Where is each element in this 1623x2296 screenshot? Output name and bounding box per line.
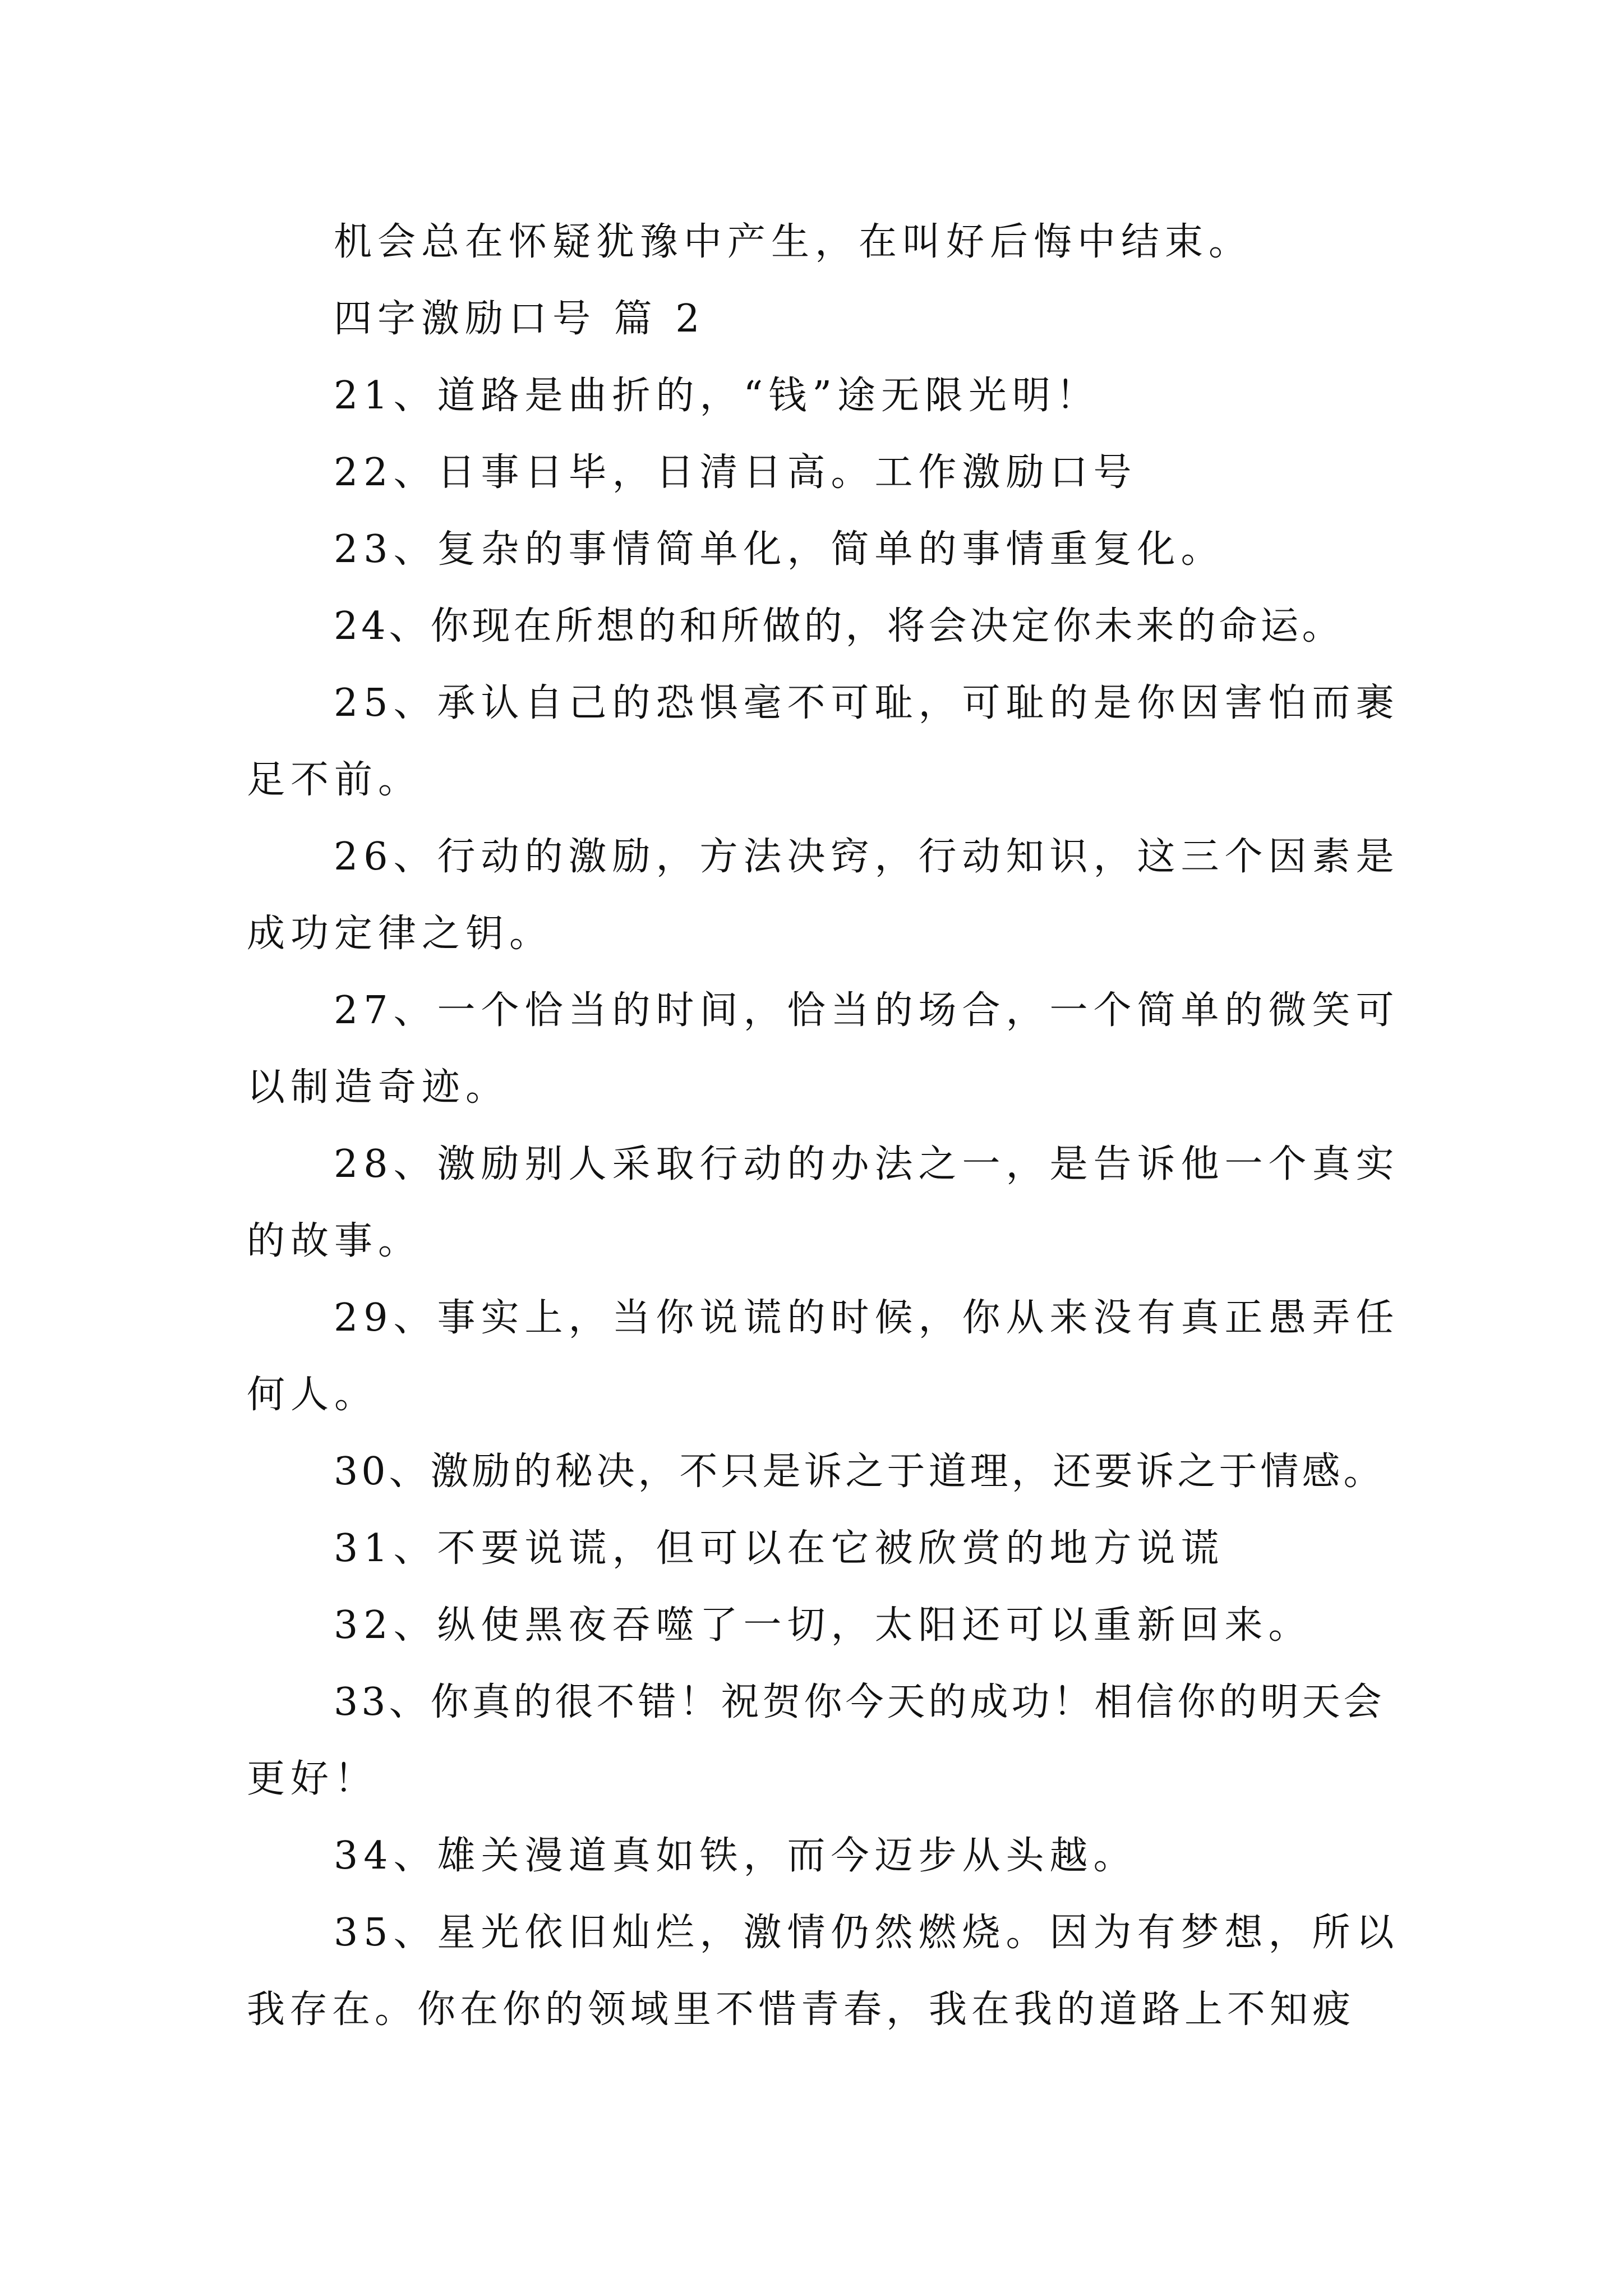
list-item: 21、道路是曲折的，“钱”途无限光明！ <box>334 374 1100 418</box>
list-item-continuation: 成功定律之钥。 <box>247 912 554 956</box>
list-item-continuation: 的故事。 <box>247 1219 422 1263</box>
list-item-continuation: 更好！ <box>247 1757 379 1801</box>
list-item: 23、复杂的事情简单化，简单的事情重复化。 <box>334 527 1225 572</box>
list-item: 26、行动的激励，方法决窍，行动知识，这三个因素是 <box>334 835 1400 879</box>
list-item: 34、雄关漫道真如铁，而今迈步从头越。 <box>334 1834 1137 1878</box>
list-item-continuation: 我存在。你在你的领域里不惜青春，我在我的道路上不知疲 <box>247 1987 1355 2032</box>
list-item: 31、不要说谎，但可以在它被欣赏的地方说谎 <box>334 1526 1225 1571</box>
list-item: 30、激励的秘决，不只是诉之于道理，还要诉之于情感。 <box>334 1450 1385 1494</box>
list-item: 22、日事日毕，日清日高。工作激励口号 <box>334 450 1137 495</box>
list-item: 32、纵使黑夜吞噬了一切，太阳还可以重新回来。 <box>334 1603 1312 1648</box>
list-item-continuation: 何人。 <box>247 1373 379 1417</box>
list-item: 25、承认自己的恐惧毫不可耻，可耻的是你因害怕而裹 <box>334 681 1400 725</box>
list-item-continuation: 以制造奇迹。 <box>247 1065 510 1110</box>
list-item: 33、你真的很不错！祝贺你今天的成功！相信你的明天会 <box>334 1680 1385 1724</box>
list-item: 35、星光依旧灿烂，激情仍然燃烧。因为有梦想，所以 <box>334 1911 1400 1955</box>
list-item: 28、激励别人采取行动的办法之一，是告诉他一个真实 <box>334 1142 1400 1186</box>
list-item-continuation: 足不前。 <box>247 758 422 802</box>
text-line: 机会总在怀疑犹豫中产生，在叫好后悔中结束。 <box>334 220 1253 264</box>
list-item: 24、你现在所想的和所做的，将会决定你未来的命运。 <box>334 604 1344 648</box>
list-item: 29、事实上，当你说谎的时候，你从来没有真正愚弄任 <box>334 1296 1400 1340</box>
section-heading: 四字激励口号 篇 2 <box>334 297 706 341</box>
list-item: 27、一个恰当的时间，恰当的场合，一个简单的微笑可 <box>334 988 1400 1033</box>
